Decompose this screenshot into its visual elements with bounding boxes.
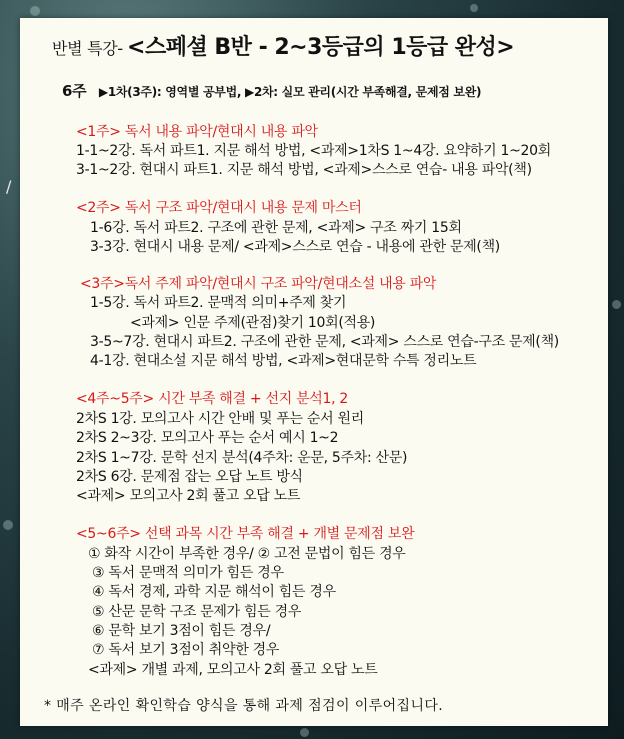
section-line: ⑦ 독서 보기 3점이 취약한 경우 [92,642,280,658]
section-line: 2차S 6강. 문제점 잡는 오답 노트 방식 [76,469,303,485]
section-title-week4-5: <4주~5주> 시간 부족 해결 + 선지 분석1, 2 [76,391,349,407]
section-line: 2차S 1~7강. 문학 선지 분석(4주차: 운문, 5주차: 산문) [76,450,408,466]
section-line: 3-5~7강. 현대시 파트2. 구조에 관한 문제, <과제> 스스로 연습-구조 문제(책) [90,334,559,350]
section-line: ④ 독서 경제, 과학 지문 해석이 힘든 경우 [92,584,336,600]
section-line: 2차S 2~3강. 모의고사 푸는 순서 예시 1~2 [76,430,339,446]
background-bokeh [30,6,40,16]
section-line: 1-1~2강. 독서 파트1. 지문 해석 방법, <과제>1차S 1~4강. 요약하기 1~20회 [76,143,551,159]
background-bokeh [612,300,621,309]
section-line: <과제> 개별 과제, 모의고사 2회 풀고 오답 노트 [88,662,378,678]
section-line: ① 화작 시간이 부족한 경우/ ② 고전 문법이 힘든 경우 [88,546,406,562]
section-line: <과제> 인문 주제(관점)찾기 10회(적용) [130,315,376,331]
section-title-week5-6: <5~6주> 선택 과목 시간 부족 해결 + 개별 문제점 보완 [76,526,415,542]
page-title [52,35,514,63]
section-line: ⑤ 산문 문학 구조 문제가 힘든 경우 [92,604,302,620]
background-bokeh [300,728,309,737]
section-line: 2차S 1강. 모의고사 시간 안배 및 푸는 순서 원리 [76,411,364,427]
section-line: 3-1~2강. 현대시 파트1. 지문 해석 방법, <과제>스스로 연습- 내용 파악(책) [76,162,532,178]
section-title-week1: <1주> 독서 내용 파악/현대시 내용 파악 [76,124,318,140]
footer-note: * 매주 온라인 확인학습 양식을 통해 과제 점검이 이루어집니다. [44,698,444,714]
section-line: 1-6강. 독서 파트2. 구조에 관한 문제, <과제> 구조 짜기 15회 [90,220,462,236]
section-title-week3: <3주>독서 주제 파악/현대시 구조 파악/현대소설 내용 파악 [80,276,437,292]
background-bokeh [470,4,478,12]
section-line: 3-3강. 현대시 내용 문제/ <과제>스스로 연습 - 내용에 관한 문제(책) [90,239,500,255]
section-line: ③ 독서 문맥적 의미가 힘든 경우 [92,565,284,581]
title-prefix: 반별 특강- [52,39,123,58]
notice-paper [20,18,608,726]
schedule-week: 6주 [62,82,87,100]
title-main: <스페셜 B반 - 2~3등급의 1등급 완성> [127,35,515,60]
section-line: 1-5강. 독서 파트2. 문맥적 의미+주제 찾기 [90,295,347,311]
section-line: <과제> 모의고사 2회 풀고 오답 노트 [76,488,301,504]
stray-slash-mark: / [6,177,12,196]
schedule-plan: ▶1차(3주): 영역별 공부법, ▶2차: 실모 관리(시간 부족해결, 문제점 보완) [98,85,482,99]
section-line: ⑥ 문학 보기 3점이 힘든 경우/ [92,623,271,639]
section-title-week2: <2주> 독서 구조 파악/현대시 내용 문제 마스터 [76,200,362,216]
background-bokeh [3,520,13,530]
schedule-line [62,82,481,101]
section-line: 4-1강. 현대소설 지문 해석 방법, <과제>현대문학 수특 정리노트 [90,353,477,369]
